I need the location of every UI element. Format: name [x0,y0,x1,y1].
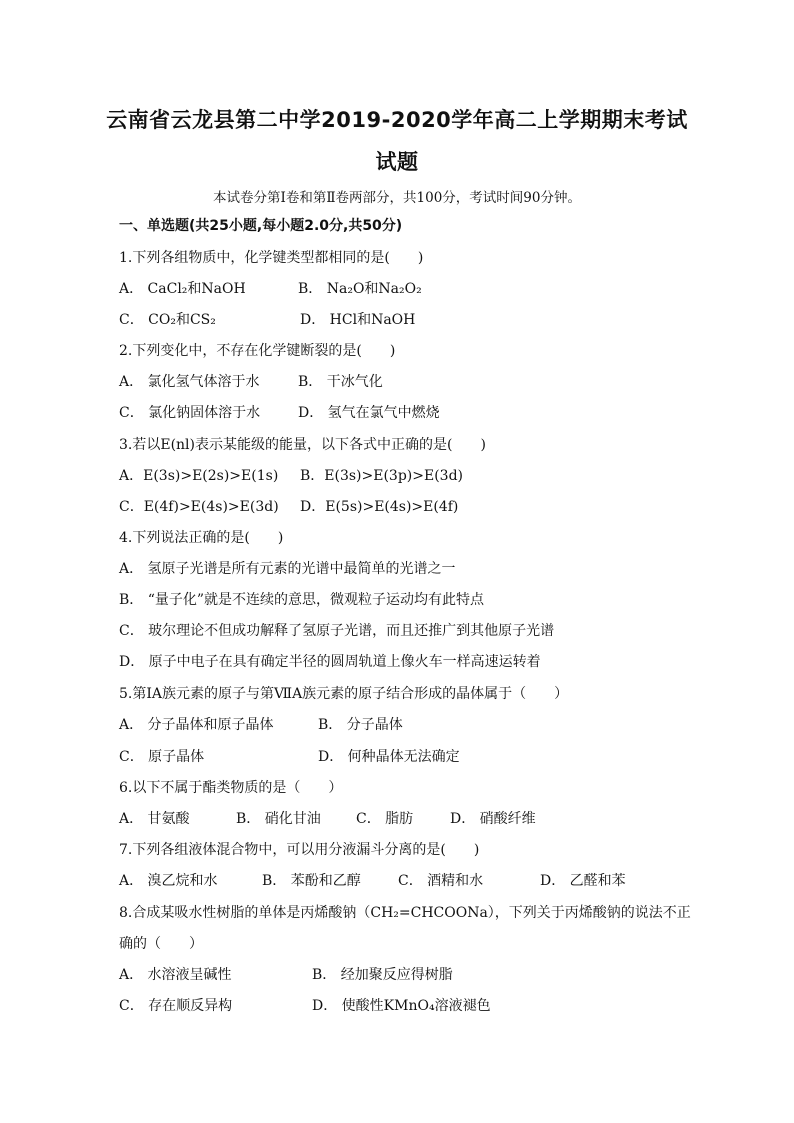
question-5-option-c: C． 原子晶体 [119,749,205,765]
question-6-option-d: D． 硝酸纤维 [450,811,536,827]
question-1-option-b: B． Na₂O和Na₂O₂ [298,281,422,297]
question-4-option-a: A． 氢原子光谱是所有元素的光谱中最简单的光谱之一 [119,561,456,577]
question-4-option-c: C． 玻尔理论不但成功解释了氢原子光谱，而且还推广到其他原子光谱 [119,623,555,639]
question-5-stem: 5.第ⅠA族元素的原子与第ⅦA族元素的原子结合形成的晶体属于（ ） [119,686,569,702]
question-2-option-b: B． 干冰气化 [298,374,383,390]
question-5-option-d: D． 何种晶体无法确定 [318,749,460,765]
question-3-option-b: B．E(3s)>E(3p)>E(3d) [300,468,464,484]
question-8-option-c: C． 存在顺反异构 [119,998,233,1014]
question-3-stem: 3.若以E(nl)表示某能级的能量，以下各式中正确的是( ) [119,437,486,453]
question-8-stem-continued: 确的（ ） [119,936,203,952]
question-2-stem: 2.下列变化中，不存在化学键断裂的是( ) [119,343,396,359]
question-4-option-b: B． “量子化”就是不连续的意思，微观粒子运动均有此特点 [119,592,485,608]
question-2-option-c: C． 氯化钠固体溶于水 [119,405,261,421]
question-7-option-d: D． 乙醛和苯 [540,873,626,889]
question-3-option-c: C．E(4f)>E(4s)>E(3d) [119,499,279,515]
question-3-option-d: D．E(5s)>E(4s)>E(4f) [300,499,459,515]
question-5-option-b: B． 分子晶体 [318,717,403,733]
section-heading: 一、单选题(共25小题,每小题2.0分,共50分) [119,218,403,234]
question-3-option-a: A．E(3s)>E(2s)>E(1s) [119,468,279,484]
exam-title-line2: 试题 [375,150,419,174]
question-8-option-d: D． 使酸性KMnO₄溶液褪色 [312,998,491,1014]
question-6-option-b: B． 硝化甘油 [236,811,321,827]
question-4-option-d: D． 原子中电子在具有确定半径的圆周轨道上像火车一样高速运转着 [119,654,541,670]
question-1-option-a: A． CaCl₂和NaOH [119,281,246,297]
question-8-stem: 8.合成某吸水性树脂的单体是丙烯酸钠（CH₂=CHCOONa），下列关于丙烯酸钠的说法不正 [119,905,691,921]
question-6-stem: 6.以下不属于酯类物质的是（ ） [119,780,343,796]
question-1-option-c: C． CO₂和CS₂ [119,312,216,328]
exam-intro: 本试卷分第Ⅰ卷和第Ⅱ卷两部分，共100分，考试时间90分钟。 [213,190,581,206]
question-7-stem: 7.下列各组液体混合物中，可以用分液漏斗分离的是( ) [119,842,480,858]
exam-title-line1: 云南省云龙县第二中学2019-2020学年高二上学期期末考试 [106,108,688,132]
question-2-option-d: D． 氢气在氯气中燃烧 [298,405,440,421]
question-1-option-d: D． HCl和NaOH [300,312,416,328]
question-1-stem: 1.下列各组物质中，化学键类型都相同的是( ) [119,250,424,266]
question-4-stem: 4.下列说法正确的是( ) [119,530,284,546]
question-5-option-a: A． 分子晶体和原子晶体 [119,717,274,733]
question-7-option-a: A． 溴乙烷和水 [119,873,218,889]
question-7-option-b: B． 苯酚和乙醇 [262,873,361,889]
question-6-option-c: C． 脂肪 [356,811,414,827]
question-2-option-a: A． 氯化氢气体溶于水 [119,374,260,390]
question-8-option-b: B． 经加聚反应得树脂 [312,967,453,983]
question-6-option-a: A． 甘氨酸 [119,811,190,827]
question-7-option-c: C． 酒精和水 [398,873,484,889]
question-8-option-a: A． 水溶液呈碱性 [119,967,232,983]
